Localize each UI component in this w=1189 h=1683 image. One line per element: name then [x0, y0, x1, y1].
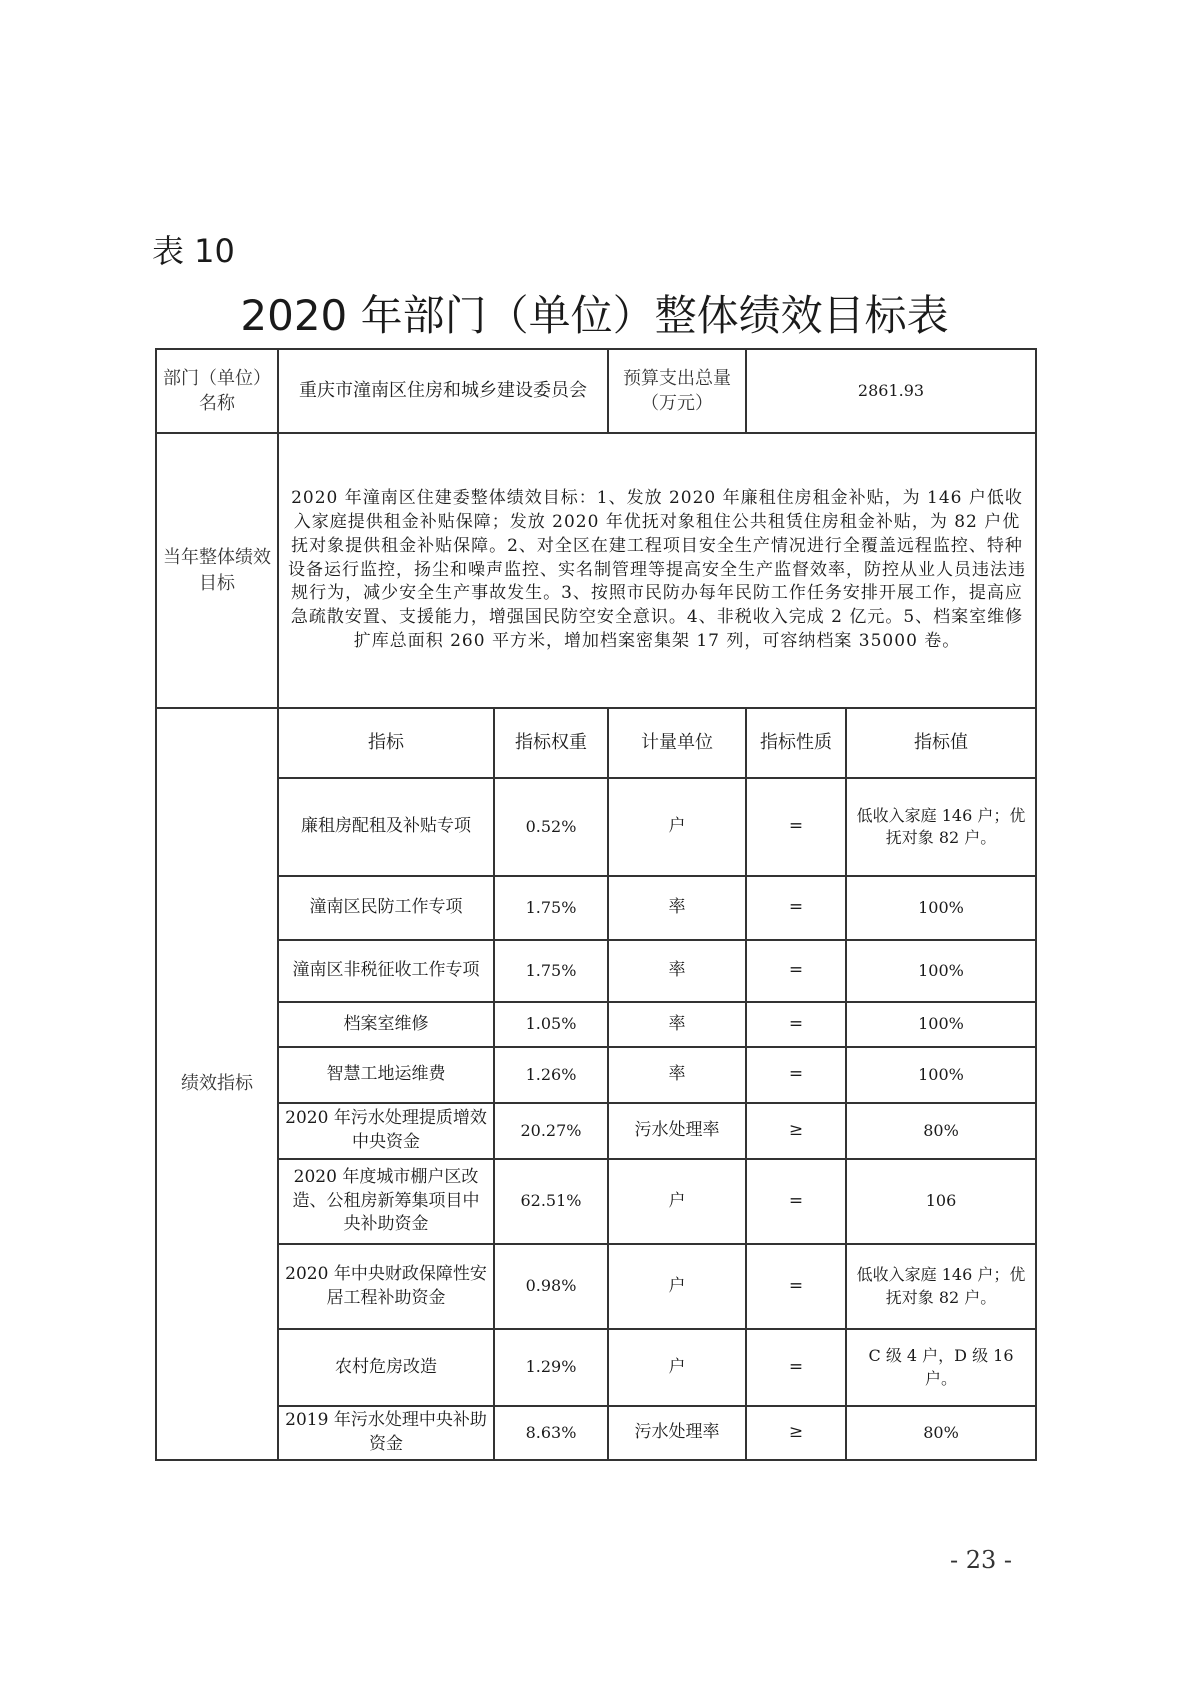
table-row [156, 940, 1036, 1002]
table-row [156, 778, 1036, 876]
indicator-nature: = [746, 876, 846, 940]
indicator-unit: 户 [608, 1244, 746, 1329]
indicator-name: 2019 年污水处理中央补助资金 [278, 1406, 494, 1460]
header-value: 指标值 [846, 708, 1036, 778]
unit-row [156, 349, 1036, 433]
header-row [156, 708, 1036, 778]
indicator-name: 档案室维修 [278, 1002, 494, 1047]
indicator-value: C 级 4 户，D 级 16 户。 [846, 1329, 1036, 1406]
unit-label: 部门（单位）名称 [156, 349, 278, 433]
goal-text: 2020 年潼南区住建委整体绩效目标：1、发放 2020 年廉租住房租金补贴，为 146 户低收入家庭提供租金补贴保障；发放 2020 年优抚对象租住公共租赁住房租金补贴，为 82 户优抚对象提供租金补贴保障。2、对全区在建工程项目安全生产情况进行全覆盖远程监控、特种设备运行监控，扬尘和噪声监控、实名制管理等提高安全生产监督效率，防控从业人员违法违规行为，减少安全生产事故发生。3、按照市民防办每年民防工作任务安排开展工作，提高应急疏散安置、支援能力，增强国民防空安全意识。4、非税收入完成 2 亿元。5、档案室维修扩库总面积 260 平方米，增加档案密集架 17 列，可容纳档案 35000 卷。 [278, 433, 1036, 708]
indicator-value: 低收入家庭 146 户；优抚对象 82 户。 [846, 1244, 1036, 1329]
table-row [156, 1002, 1036, 1047]
table-label: 表 10 [152, 232, 235, 270]
header-weight: 指标权重 [494, 708, 608, 778]
indicator-nature: ≥ [746, 1406, 846, 1460]
indicator-weight: 62.51% [494, 1159, 608, 1244]
indicator-nature: = [746, 940, 846, 1002]
header-nature: 指标性质 [746, 708, 846, 778]
perf-label: 绩效指标 [156, 708, 278, 1460]
indicator-nature: = [746, 1244, 846, 1329]
page-number: - 23 - [950, 1546, 1013, 1574]
indicator-name: 2020 年中央财政保障性安居工程补助资金 [278, 1244, 494, 1329]
indicator-weight: 1.75% [494, 940, 608, 1002]
indicator-value: 80% [846, 1103, 1036, 1159]
indicator-weight: 1.29% [494, 1329, 608, 1406]
indicator-unit: 率 [608, 1002, 746, 1047]
indicator-unit: 率 [608, 1047, 746, 1103]
indicator-value: 100% [846, 1002, 1036, 1047]
indicator-value: 100% [846, 876, 1036, 940]
budget-label: 预算支出总量（万元） [608, 349, 746, 433]
indicator-name: 潼南区民防工作专项 [278, 876, 494, 940]
table-row [156, 1329, 1036, 1406]
indicator-nature: = [746, 1002, 846, 1047]
indicator-weight: 1.05% [494, 1002, 608, 1047]
indicator-unit: 户 [608, 1159, 746, 1244]
indicator-nature: = [746, 1159, 846, 1244]
indicator-unit: 户 [608, 778, 746, 876]
header-unit: 计量单位 [608, 708, 746, 778]
header-indicator: 指标 [278, 708, 494, 778]
indicator-nature: = [746, 778, 846, 876]
indicator-name: 潼南区非税征收工作专项 [278, 940, 494, 1002]
indicator-weight: 20.27% [494, 1103, 608, 1159]
indicator-unit: 率 [608, 876, 746, 940]
table-row [156, 1244, 1036, 1329]
indicator-value: 106 [846, 1159, 1036, 1244]
table-row [156, 1406, 1036, 1460]
indicator-nature: ≥ [746, 1103, 846, 1159]
table-row [156, 1047, 1036, 1103]
unit-name: 重庆市潼南区住房和城乡建设委员会 [278, 349, 608, 433]
indicator-nature: = [746, 1329, 846, 1406]
performance-table [155, 348, 1037, 1461]
indicator-unit: 污水处理率 [608, 1103, 746, 1159]
indicator-unit: 率 [608, 940, 746, 1002]
budget-value: 2861.93 [746, 349, 1036, 433]
indicator-name: 2020 年污水处理提质增效中央资金 [278, 1103, 494, 1159]
indicator-nature: = [746, 1047, 846, 1103]
goal-row [156, 433, 1036, 708]
indicator-weight: 0.98% [494, 1244, 608, 1329]
indicator-name: 智慧工地运维费 [278, 1047, 494, 1103]
indicator-weight: 1.26% [494, 1047, 608, 1103]
indicator-name: 廉租房配租及补贴专项 [278, 778, 494, 876]
indicator-weight: 0.52% [494, 778, 608, 876]
indicator-value: 80% [846, 1406, 1036, 1460]
table-row [156, 876, 1036, 940]
goal-label: 当年整体绩效目标 [156, 433, 278, 708]
table-row [156, 1159, 1036, 1244]
table-row [156, 1103, 1036, 1159]
indicator-weight: 8.63% [494, 1406, 608, 1460]
indicator-name: 2020 年度城市棚户区改造、公租房新筹集项目中央补助资金 [278, 1159, 494, 1244]
indicator-value: 100% [846, 1047, 1036, 1103]
indicator-value: 低收入家庭 146 户；优抚对象 82 户。 [846, 778, 1036, 876]
indicator-unit: 污水处理率 [608, 1406, 746, 1460]
indicator-weight: 1.75% [494, 876, 608, 940]
indicator-unit: 户 [608, 1329, 746, 1406]
page-title: 2020 年部门（单位）整体绩效目标表 [240, 291, 949, 340]
indicator-value: 100% [846, 940, 1036, 1002]
indicator-name: 农村危房改造 [278, 1329, 494, 1406]
